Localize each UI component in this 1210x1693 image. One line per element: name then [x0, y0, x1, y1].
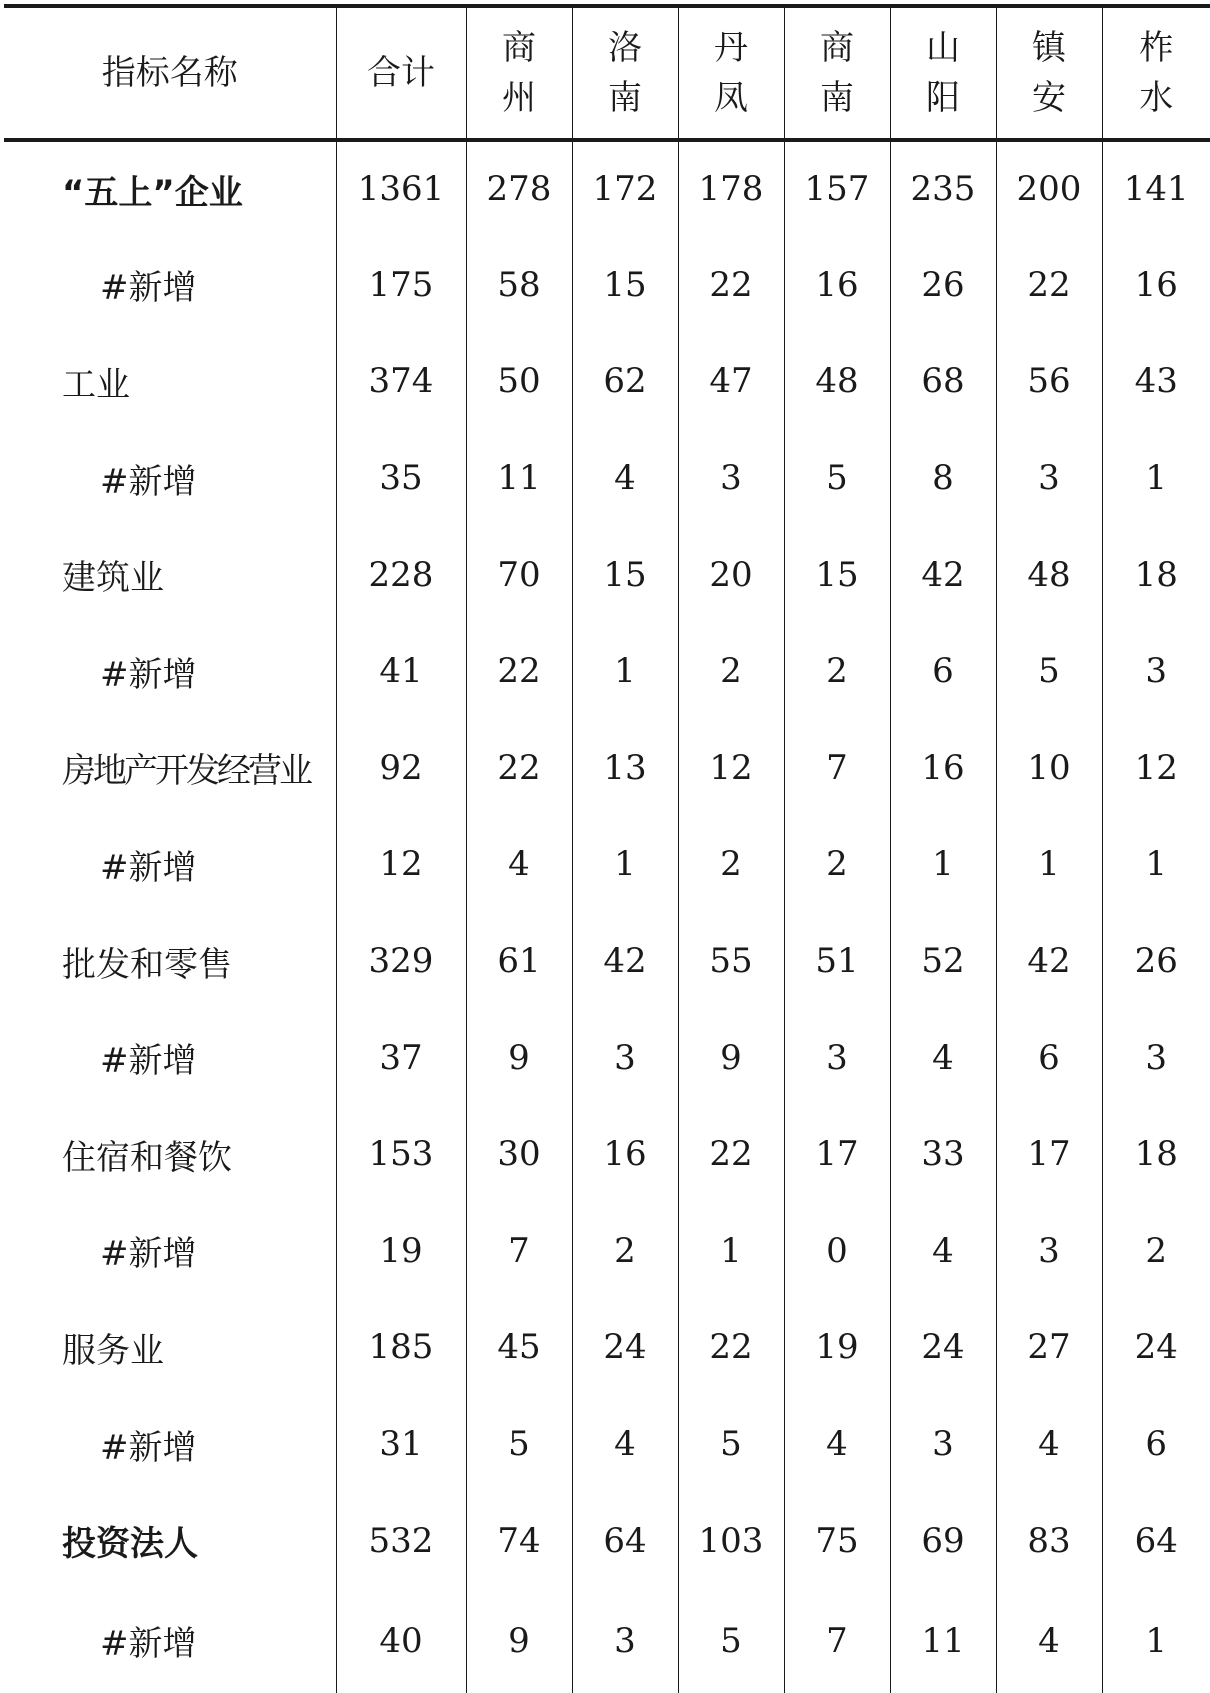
region-cell: 200 [996, 140, 1102, 237]
region-cell: 141 [1102, 140, 1210, 237]
region-cell: 1 [572, 623, 678, 720]
region-cell: 26 [1102, 913, 1210, 1010]
region-cell: 6 [1102, 1396, 1210, 1493]
region-cell: 1 [1102, 1589, 1210, 1693]
table-row [4, 333, 1210, 430]
region-cell: 18 [1102, 526, 1210, 623]
region-cell: 74 [466, 1492, 572, 1589]
region-cell: 278 [466, 140, 572, 237]
header-region-label: 商南 [819, 28, 854, 118]
region-cell: 3 [890, 1396, 996, 1493]
row-label: #新增 [100, 461, 197, 502]
header-indicator: 指标名称 [4, 6, 336, 140]
header-region-label: 山阳 [925, 28, 960, 118]
region-cell: 47 [678, 333, 784, 430]
total-cell: 92 [336, 720, 466, 817]
region-cell: 2 [678, 816, 784, 913]
statistics-table [4, 4, 1210, 1693]
region-cell: 22 [996, 237, 1102, 334]
region-cell: 18 [1102, 1106, 1210, 1203]
region-cell: 1 [572, 816, 678, 913]
table-row [4, 1009, 1210, 1106]
region-cell: 69 [890, 1492, 996, 1589]
region-cell: 3 [572, 1009, 678, 1106]
row-label: #新增 [100, 1624, 197, 1665]
region-cell: 2 [678, 623, 784, 720]
region-cell: 2 [1102, 1203, 1210, 1300]
region-cell: 5 [784, 430, 890, 527]
region-cell: 6 [890, 623, 996, 720]
region-cell: 17 [996, 1106, 1102, 1203]
row-label: #新增 [100, 847, 197, 888]
table-row [4, 913, 1210, 1010]
region-cell: 64 [572, 1492, 678, 1589]
row-label: #新增 [100, 268, 197, 309]
region-cell: 4 [890, 1009, 996, 1106]
region-cell: 20 [678, 526, 784, 623]
region-cell: 4 [572, 430, 678, 527]
region-cell: 33 [890, 1106, 996, 1203]
region-cell: 12 [1102, 720, 1210, 817]
region-cell: 64 [1102, 1492, 1210, 1589]
table-row [4, 1106, 1210, 1203]
table-row [4, 1589, 1210, 1693]
region-cell: 19 [784, 1299, 890, 1396]
region-cell: 16 [572, 1106, 678, 1203]
header-region [678, 6, 784, 140]
region-cell: 3 [996, 430, 1102, 527]
region-cell: 157 [784, 140, 890, 237]
row-label: 住宿和餐饮 [62, 1137, 232, 1178]
region-cell: 45 [466, 1299, 572, 1396]
region-cell: 48 [784, 333, 890, 430]
header-region [890, 6, 996, 140]
region-cell: 5 [678, 1589, 784, 1693]
header-region [996, 6, 1102, 140]
region-cell: 4 [996, 1589, 1102, 1693]
table-row [4, 237, 1210, 334]
region-cell: 235 [890, 140, 996, 237]
region-cell: 24 [1102, 1299, 1210, 1396]
region-cell: 22 [678, 1299, 784, 1396]
table-row [4, 720, 1210, 817]
region-cell: 15 [572, 526, 678, 623]
region-cell: 1 [678, 1203, 784, 1300]
region-cell: 4 [572, 1396, 678, 1493]
row-label: #新增 [100, 1041, 197, 1082]
region-cell: 58 [466, 237, 572, 334]
region-cell: 42 [572, 913, 678, 1010]
region-cell: 7 [466, 1203, 572, 1300]
row-label: 工业 [62, 364, 130, 405]
total-cell: 374 [336, 333, 466, 430]
header-region-label: 丹凤 [713, 28, 748, 118]
region-cell: 5 [996, 623, 1102, 720]
region-cell: 172 [572, 140, 678, 237]
region-cell: 4 [784, 1396, 890, 1493]
region-cell: 26 [890, 237, 996, 334]
table-row [4, 816, 1210, 913]
region-cell: 7 [784, 1589, 890, 1693]
region-cell: 56 [996, 333, 1102, 430]
region-cell: 83 [996, 1492, 1102, 1589]
region-cell: 1 [996, 816, 1102, 913]
region-cell: 51 [784, 913, 890, 1010]
region-cell: 178 [678, 140, 784, 237]
region-cell: 52 [890, 913, 996, 1010]
region-cell: 42 [996, 913, 1102, 1010]
row-label: 服务业 [62, 1330, 164, 1371]
region-cell: 12 [678, 720, 784, 817]
region-cell: 8 [890, 430, 996, 527]
region-cell: 4 [890, 1203, 996, 1300]
row-label: “五上”企业 [62, 172, 243, 213]
table-row [4, 1492, 1210, 1589]
region-cell: 16 [890, 720, 996, 817]
row-label: 批发和零售 [62, 944, 232, 985]
region-cell: 42 [890, 526, 996, 623]
region-cell: 13 [572, 720, 678, 817]
region-cell: 15 [784, 526, 890, 623]
region-cell: 68 [890, 333, 996, 430]
region-cell: 5 [466, 1396, 572, 1493]
header-region-label: 洛南 [607, 28, 642, 118]
table-row [4, 1299, 1210, 1396]
total-cell: 35 [336, 430, 466, 527]
region-cell: 3 [784, 1009, 890, 1106]
total-cell: 185 [336, 1299, 466, 1396]
region-cell: 2 [572, 1203, 678, 1300]
row-label: #新增 [100, 1427, 197, 1468]
region-cell: 3 [996, 1203, 1102, 1300]
total-cell: 37 [336, 1009, 466, 1106]
region-cell: 22 [678, 1106, 784, 1203]
region-cell: 43 [1102, 333, 1210, 430]
region-cell: 3 [1102, 1009, 1210, 1106]
region-cell: 2 [784, 623, 890, 720]
region-cell: 3 [1102, 623, 1210, 720]
table-row [4, 140, 1210, 237]
region-cell: 24 [572, 1299, 678, 1396]
region-cell: 9 [466, 1009, 572, 1106]
region-cell: 9 [678, 1009, 784, 1106]
total-cell: 228 [336, 526, 466, 623]
region-cell: 50 [466, 333, 572, 430]
total-cell: 12 [336, 816, 466, 913]
region-cell: 55 [678, 913, 784, 1010]
region-cell: 1 [1102, 430, 1210, 527]
table-row [4, 430, 1210, 527]
row-label: #新增 [100, 654, 197, 695]
region-cell: 4 [996, 1396, 1102, 1493]
region-cell: 3 [572, 1589, 678, 1693]
table-row [4, 526, 1210, 623]
table-body [4, 140, 1210, 1693]
region-cell: 1 [890, 816, 996, 913]
region-cell: 24 [890, 1299, 996, 1396]
region-cell: 103 [678, 1492, 784, 1589]
region-cell: 16 [1102, 237, 1210, 334]
row-label: 房地产开发经营业 [62, 751, 310, 792]
row-label: #新增 [100, 1234, 197, 1275]
region-cell: 62 [572, 333, 678, 430]
table-row [4, 1396, 1210, 1493]
total-cell: 40 [336, 1589, 466, 1693]
region-cell: 1 [1102, 816, 1210, 913]
header-region [784, 6, 890, 140]
header-region [572, 6, 678, 140]
header-region-label: 柞水 [1139, 28, 1174, 118]
region-cell: 0 [784, 1203, 890, 1300]
total-cell: 532 [336, 1492, 466, 1589]
region-cell: 9 [466, 1589, 572, 1693]
header-region-label: 商州 [501, 28, 536, 118]
total-cell: 153 [336, 1106, 466, 1203]
table-header [4, 6, 1210, 140]
total-cell: 329 [336, 913, 466, 1010]
region-cell: 17 [784, 1106, 890, 1203]
region-cell: 22 [466, 720, 572, 817]
region-cell: 5 [678, 1396, 784, 1493]
region-cell: 48 [996, 526, 1102, 623]
region-cell: 6 [996, 1009, 1102, 1106]
region-cell: 70 [466, 526, 572, 623]
region-cell: 22 [466, 623, 572, 720]
region-cell: 30 [466, 1106, 572, 1203]
region-cell: 15 [572, 237, 678, 334]
region-cell: 3 [678, 430, 784, 527]
region-cell: 27 [996, 1299, 1102, 1396]
region-cell: 4 [466, 816, 572, 913]
total-cell: 31 [336, 1396, 466, 1493]
region-cell: 61 [466, 913, 572, 1010]
region-cell: 7 [784, 720, 890, 817]
total-cell: 41 [336, 623, 466, 720]
header-region-label: 镇安 [1031, 28, 1066, 118]
region-cell: 11 [466, 430, 572, 527]
region-cell: 22 [678, 237, 784, 334]
table-row [4, 1203, 1210, 1300]
table-row [4, 623, 1210, 720]
region-cell: 11 [890, 1589, 996, 1693]
region-cell: 2 [784, 816, 890, 913]
header-region [1102, 6, 1210, 140]
total-cell: 1361 [336, 140, 466, 237]
total-cell: 19 [336, 1203, 466, 1300]
region-cell: 75 [784, 1492, 890, 1589]
region-cell: 10 [996, 720, 1102, 817]
total-cell: 175 [336, 237, 466, 334]
header-region [466, 6, 572, 140]
header-total: 合计 [336, 6, 466, 140]
row-label: 建筑业 [62, 558, 164, 599]
region-cell: 16 [784, 237, 890, 334]
row-label: 投资法人 [62, 1524, 198, 1565]
header-row [4, 6, 1210, 140]
